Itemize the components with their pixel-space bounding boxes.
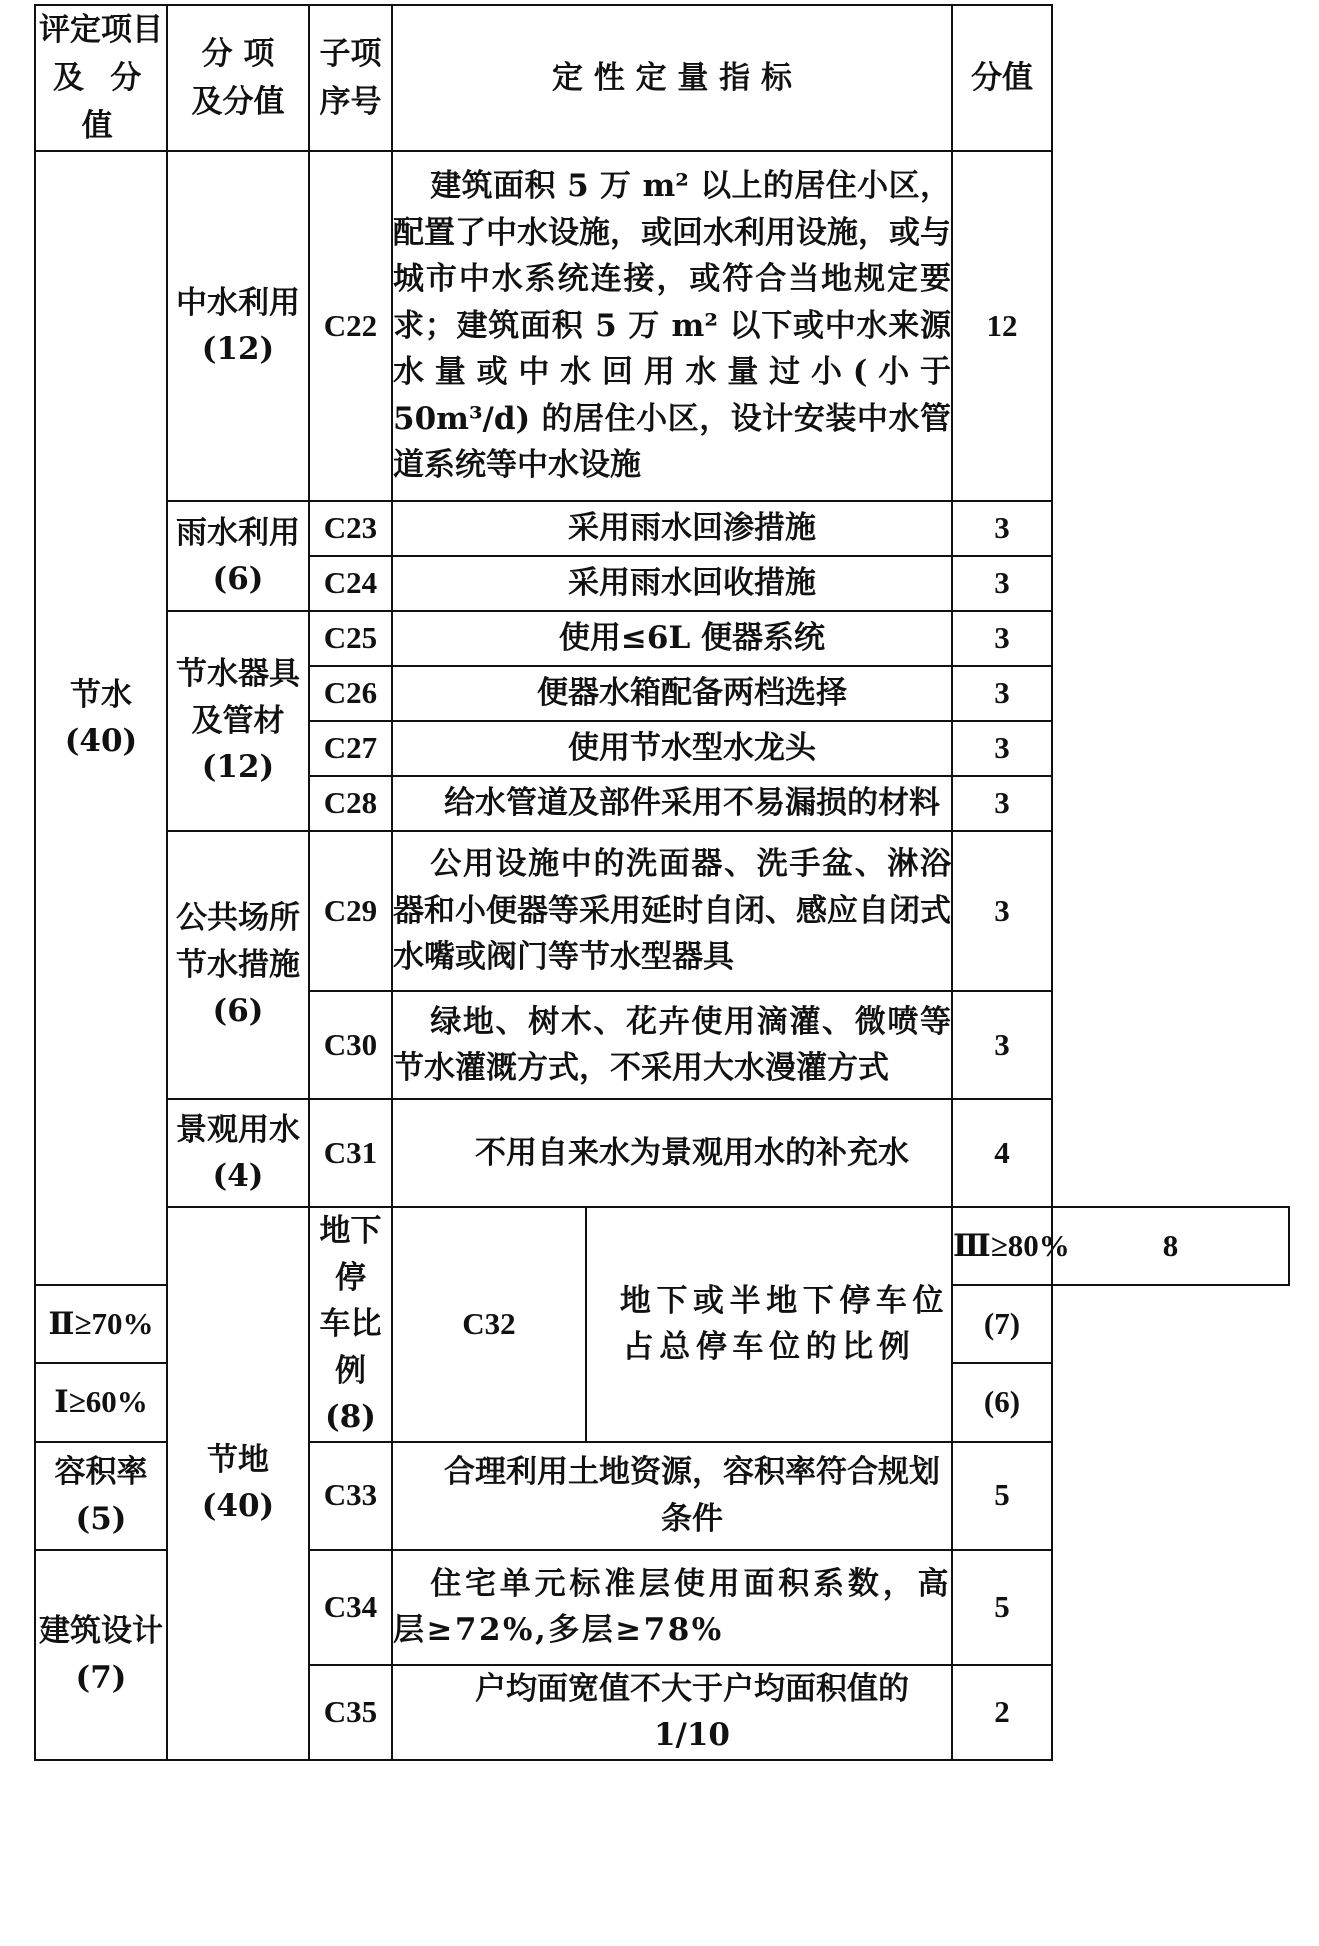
header-indicator-text: 定 性 定 量 指 标 bbox=[552, 60, 792, 97]
item-code: C28 bbox=[309, 776, 392, 831]
item-score: 3 bbox=[952, 556, 1052, 611]
item-score: (6) bbox=[952, 1363, 1052, 1441]
item-code: C26 bbox=[309, 666, 392, 721]
table-row bbox=[35, 501, 1289, 556]
item-score: 4 bbox=[952, 1099, 1052, 1207]
grade-label: Ⅲ≥80% bbox=[952, 1207, 1052, 1285]
sub-item-name: 容积率 bbox=[54, 1454, 148, 1491]
sub-item bbox=[167, 611, 309, 831]
header-seq bbox=[309, 5, 392, 151]
item-desc: 不用自来水为景观用水的补充水 bbox=[392, 1099, 952, 1207]
item-score: 8 bbox=[1052, 1207, 1289, 1285]
item-code: C34 bbox=[309, 1550, 392, 1665]
item-code: C25 bbox=[309, 611, 392, 666]
item-desc: 使用≤6L 便器系统 bbox=[392, 611, 952, 666]
item-code: C23 bbox=[309, 501, 392, 556]
sub-item-name: 建筑设计 bbox=[39, 1613, 163, 1650]
sub-item-score: (8) bbox=[325, 1399, 376, 1436]
sub-item-name-2: 车比例 bbox=[319, 1306, 382, 1389]
sub-item bbox=[167, 831, 309, 1099]
sub-item-score: (6) bbox=[212, 993, 264, 1030]
item-code: C24 bbox=[309, 556, 392, 611]
item-code: C31 bbox=[309, 1099, 392, 1207]
item-score: 5 bbox=[952, 1442, 1052, 1550]
header-item bbox=[35, 5, 167, 151]
item-desc: 给水管道及部件采用不易漏损的材料 bbox=[392, 776, 952, 831]
item-desc: 采用雨水回渗措施 bbox=[392, 501, 952, 556]
item-desc: 便器水箱配备两档选择 bbox=[392, 666, 952, 721]
item-desc-text: 公用设施中的洗面器、洗手盆、淋浴器和小便器等采用延时自闭、感应自闭式水嘴或阀门等节水型器具 bbox=[393, 846, 951, 976]
group-total: (40) bbox=[201, 1488, 275, 1525]
item-desc bbox=[392, 1550, 952, 1665]
item-score: 2 bbox=[952, 1665, 1052, 1760]
sub-item-name-2: 节水措施 bbox=[176, 946, 300, 983]
table-row bbox=[35, 1099, 1289, 1207]
table-row bbox=[35, 831, 1289, 991]
item-desc-text: 地下或半地下停车位占总停车位的比例 bbox=[619, 1282, 950, 1366]
header-score-text: 分值 bbox=[971, 60, 1033, 97]
table-row bbox=[35, 151, 1289, 501]
item-code: C22 bbox=[309, 151, 392, 501]
header-row bbox=[35, 5, 1289, 151]
sub-item-name: 地下停 bbox=[319, 1213, 382, 1296]
sub-item bbox=[167, 151, 309, 501]
header-seq-line2: 序号 bbox=[319, 84, 382, 121]
item-code: C32 bbox=[392, 1207, 586, 1442]
sub-item-score: (5) bbox=[75, 1500, 127, 1537]
item-score: (7) bbox=[952, 1285, 1052, 1363]
sub-item bbox=[35, 1550, 167, 1760]
header-seq-line1: 子项 bbox=[319, 36, 382, 73]
sub-item-score: (6) bbox=[212, 561, 264, 598]
item-code: C33 bbox=[309, 1442, 392, 1550]
sub-item-name: 雨水利用 bbox=[176, 514, 300, 551]
item-score: 3 bbox=[952, 666, 1052, 721]
sub-item-name: 中水利用 bbox=[176, 284, 300, 321]
sub-item bbox=[35, 1442, 167, 1550]
sub-item-score: (12) bbox=[201, 749, 275, 786]
item-desc bbox=[586, 1207, 952, 1442]
grade-label: Ⅱ≥70% bbox=[35, 1285, 167, 1363]
table-row bbox=[35, 611, 1289, 666]
sub-item-name: 节水器具 bbox=[176, 656, 300, 693]
sub-item-score: (12) bbox=[201, 331, 275, 368]
item-desc-text: 住宅单元标准层使用面积系数，高层≥72%,多层≥78% bbox=[393, 1565, 951, 1649]
item-desc bbox=[392, 831, 952, 991]
item-desc: 使用节水型水龙头 bbox=[392, 721, 952, 776]
group-water bbox=[35, 151, 167, 1285]
sub-item-score: (7) bbox=[75, 1659, 127, 1696]
item-score: 3 bbox=[952, 776, 1052, 831]
item-desc: 采用雨水回收措施 bbox=[392, 556, 952, 611]
sub-item-name: 景观用水 bbox=[176, 1111, 300, 1148]
group-total: (40) bbox=[64, 723, 138, 760]
table-row bbox=[35, 1207, 1289, 1285]
item-code: C35 bbox=[309, 1665, 392, 1760]
sub-item bbox=[167, 501, 309, 611]
item-score: 5 bbox=[952, 1550, 1052, 1665]
group-name: 节水 bbox=[70, 676, 132, 713]
item-desc: 合理利用土地资源，容积率符合规划条件 bbox=[392, 1442, 952, 1550]
evaluation-table bbox=[34, 4, 1290, 1761]
header-indicator bbox=[392, 5, 952, 151]
group-name: 节地 bbox=[207, 1441, 269, 1478]
item-desc bbox=[392, 991, 952, 1099]
item-code: C27 bbox=[309, 721, 392, 776]
item-desc-text: 建筑面积 5 万 m² 以上的居住小区，配置了中水设施，或回水利用设施，或与城市中水系统连接，或符合当地规定要求；建筑面积 5 万 m² 以下或中水来源水量或中水回用水量过小(小于 50m³/d) 的居住小区，设计安装中水管道系统等中水设施 bbox=[393, 168, 951, 484]
item-score: 12 bbox=[952, 151, 1052, 501]
sub-item bbox=[309, 1207, 392, 1442]
header-sub bbox=[167, 5, 309, 151]
item-score: 3 bbox=[952, 501, 1052, 556]
sub-item-name-2: 及管材 bbox=[191, 702, 285, 739]
item-code: C29 bbox=[309, 831, 392, 991]
header-sub-line1: 分 项 bbox=[201, 36, 275, 73]
item-score: 3 bbox=[952, 991, 1052, 1099]
sub-item-score: (4) bbox=[212, 1158, 264, 1195]
item-desc bbox=[392, 151, 952, 501]
header-item-line2: 及 分 值 bbox=[52, 60, 150, 145]
grade-label: Ⅰ≥60% bbox=[35, 1363, 167, 1441]
header-score bbox=[952, 5, 1052, 151]
header-sub-line2: 及分值 bbox=[191, 84, 285, 121]
item-code: C30 bbox=[309, 991, 392, 1099]
sub-item bbox=[167, 1099, 309, 1207]
item-score: 3 bbox=[952, 831, 1052, 991]
item-desc: 户均面宽值不大于户均面积值的 1/10 bbox=[392, 1665, 952, 1760]
item-score: 3 bbox=[952, 611, 1052, 666]
group-land bbox=[167, 1207, 309, 1760]
header-item-line1: 评定项目 bbox=[39, 12, 163, 48]
item-score: 3 bbox=[952, 721, 1052, 776]
item-desc-text: 绿地、树木、花卉使用滴灌、微喷等节水灌溉方式，不采用大水漫灌方式 bbox=[393, 1003, 951, 1087]
sub-item-name: 公共场所 bbox=[176, 900, 300, 937]
